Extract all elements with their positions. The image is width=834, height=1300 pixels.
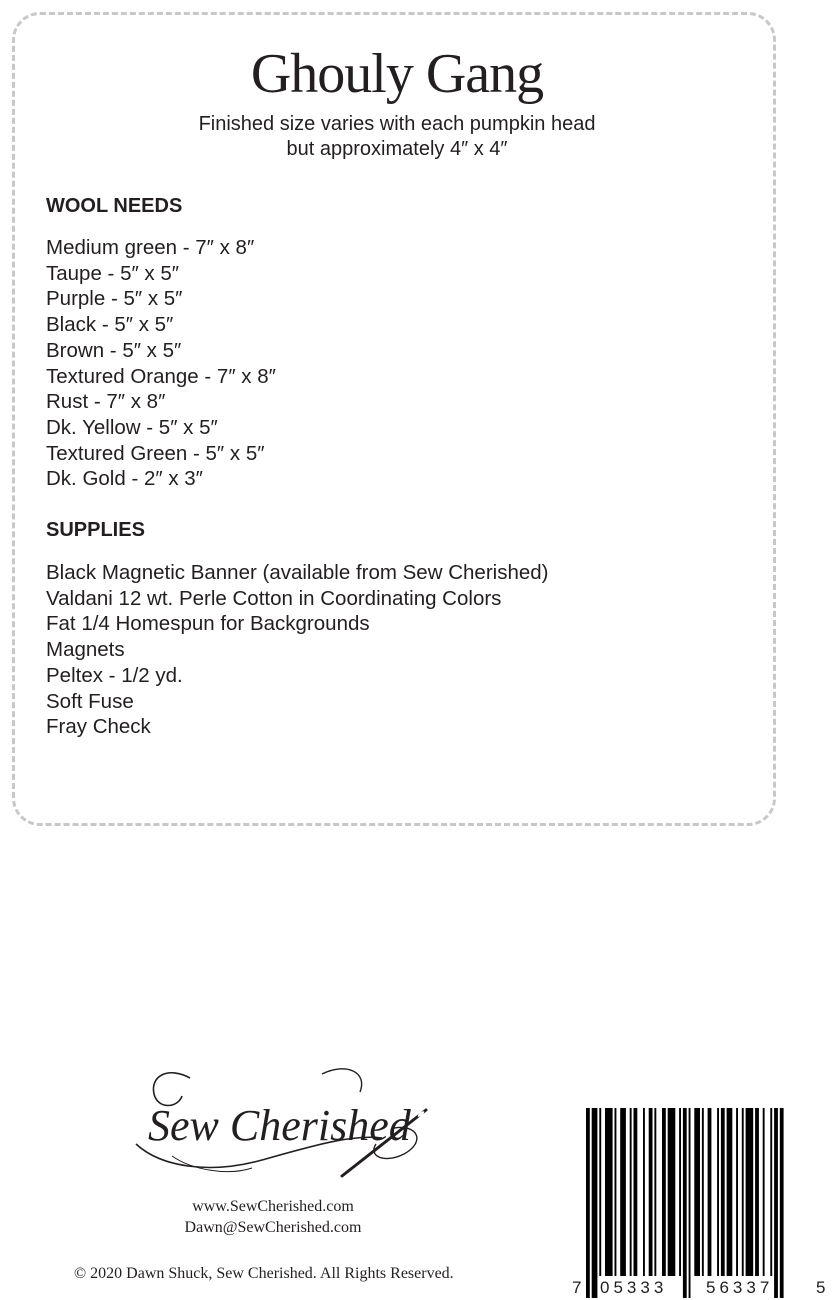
barcode-bar (763, 1108, 765, 1276)
barcode-bar (654, 1108, 656, 1276)
barcode-bar (770, 1108, 772, 1276)
finished-size-note (0, 112, 794, 162)
barcode-bar (620, 1108, 626, 1276)
barcode-bar (586, 1108, 590, 1298)
wool-needs-heading: WOOL NEEDS (46, 195, 183, 217)
supply-item: Fray Check (46, 715, 151, 739)
barcode-bar (702, 1108, 704, 1276)
barcode-bar (592, 1108, 598, 1298)
barcode-lead-digit: 7 (572, 1278, 586, 1297)
supply-item: Valdani 12 wt. Perle Cotton in Coordinating Colors (46, 586, 502, 610)
barcode-bar (742, 1108, 744, 1276)
barcode-bar (679, 1108, 681, 1276)
supply-item: Magnets (46, 638, 125, 662)
barcode-bar (689, 1108, 691, 1298)
barcode-bar (599, 1108, 601, 1276)
wool-item: Medium green - 7″ x 8″ (46, 236, 255, 259)
barcode-bar (780, 1108, 784, 1298)
barcode-bar (694, 1108, 700, 1276)
wool-item: Dk. Yellow - 5″ x 5″ (46, 415, 218, 439)
barcode-right-digits: 56337 (706, 1278, 774, 1297)
supplies-list (46, 560, 548, 740)
barcode-bar (755, 1108, 759, 1276)
barcode-bar (708, 1108, 712, 1276)
barcode-bar (630, 1108, 632, 1276)
finished-size-line-1: Finished size varies with each pumpkin head (198, 113, 596, 135)
wool-item: Rust - 7″ x 8″ (46, 390, 166, 414)
barcode-bar (683, 1108, 687, 1298)
logo-wordmark: Sew Cherished (148, 1101, 411, 1150)
barcode-bar (662, 1108, 666, 1276)
wool-item: Black - 5″ x 5″ (46, 313, 174, 337)
wool-item: Taupe - 5″ x 5″ (46, 261, 180, 285)
barcode-bar (746, 1108, 754, 1276)
wool-item: Textured Orange - 7″ x 8″ (46, 364, 276, 388)
barcode-trail-digit: 5 (816, 1278, 830, 1297)
barcode-bar (643, 1108, 645, 1276)
barcode-bar (721, 1108, 725, 1276)
barcode-bar (717, 1108, 719, 1276)
website-link[interactable]: www.SewCherished.com (192, 1198, 354, 1215)
wool-needs-list (46, 235, 276, 492)
wool-item: Brown - 5″ x 5″ (46, 338, 182, 362)
upc-barcode (568, 1108, 830, 1300)
supply-item: Peltex - 1/2 yd. (46, 663, 183, 687)
barcode-left-digits: 05333 (600, 1278, 668, 1297)
finished-size-line-2: but approximately 4″ x 4″ (286, 138, 508, 160)
supply-item: Black Magnetic Banner (available from Sew Cherished) (46, 561, 549, 584)
barcode-bar (774, 1108, 778, 1298)
supply-item: Fat 1/4 Homespun for Backgrounds (46, 612, 370, 636)
wool-item: Dk. Gold - 2″ x 3″ (46, 467, 203, 491)
email-link[interactable]: Dawn@SewCherished.com (184, 1219, 362, 1236)
barcode-bar (605, 1108, 613, 1276)
contact-info (120, 1196, 426, 1238)
copyright-notice: © 2020 Dawn Shuck, Sew Cherished. All Rights Reserved. (74, 1265, 454, 1282)
sew-cherished-logo (132, 1064, 432, 1184)
barcode-bar (649, 1108, 653, 1276)
wool-item: Textured Green - 5″ x 5″ (46, 441, 265, 465)
barcode-bar (736, 1108, 738, 1276)
pattern-title: Ghouly Gang (250, 43, 544, 105)
supply-item: Soft Fuse (46, 689, 134, 713)
barcode-bar (668, 1108, 676, 1276)
wool-item: Purple - 5″ x 5″ (46, 287, 183, 311)
barcode-bar (727, 1108, 733, 1276)
supplies-heading: SUPPLIES (46, 519, 145, 541)
barcode-bar (634, 1108, 638, 1276)
barcode-bar (615, 1108, 617, 1276)
